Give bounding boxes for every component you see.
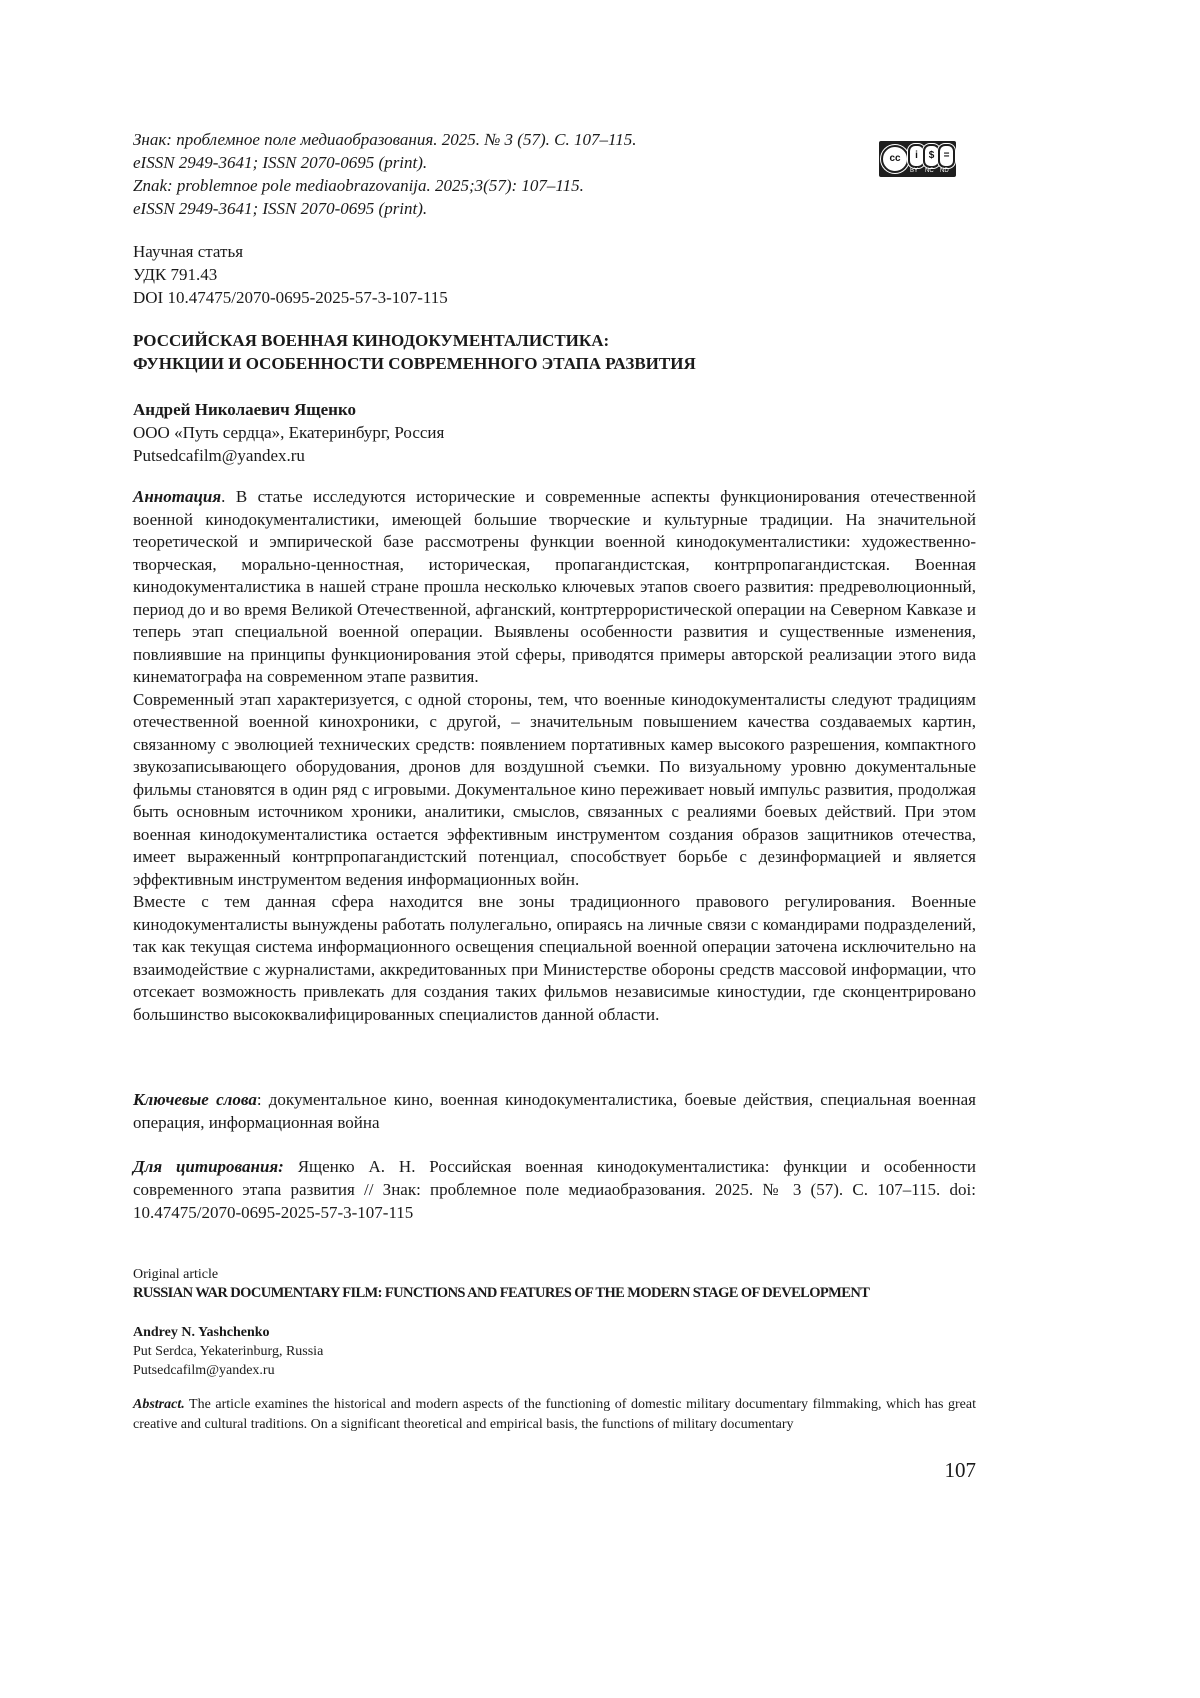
english-email: Putsedcafilm@yandex.ru — [133, 1363, 275, 1378]
english-title: RUSSIAN WAR DOCUMENTARY FILM: FUNCTIONS AND FEATURES OF THE MODERN STAGE OF DEVELOPMENT — [133, 1285, 870, 1301]
english-abstract — [133, 1395, 976, 1435]
annotation-paragraph: . В статье исследуются исторические и современные аспекты функционирования отечественной военной кинодокументалистики, имеющей большие творческие и культурные традиции. На значительной теоретической и эмпирической базе рассмотрены функции военной кинодокументалистики: художественно-творческая, морально-ценностная, историческая, пропагандистская, контрпропагандистская. Военная кинодокументалистика в нашей стране прошла несколько ключевых этапов своего развития: предреволюционный, период до и во время Великой Отечественной, афганский, контртеррористической операции на Северном Кавказе и теперь этап специальной военной операции. Выявлены особенности развития и существенные изменения, повлиявшие на принципы функционирования этой сферы, приводятся примеры авторской реализации этого вида кинематографа на современном этапе развития. — [133, 487, 976, 686]
journal-header — [133, 128, 636, 220]
license-label: ND — [940, 168, 949, 174]
citation-text: Ященко А. Н. Российская военная кинодокументалистика: функции и особенности современного этапа развития // Знак: проблемное поле медиаобразования. 2025. № 3 (57). С. 107–115. doi: 10.47475/2070-0695-2025-57-3-107-115 — [133, 1157, 976, 1222]
article-title — [133, 329, 696, 375]
keywords-text: : документальное кино, военная кинодокументалистика, боевые действия, специальная военная операция, информационная война — [133, 1090, 976, 1132]
doi: DOI 10.47475/2070-0695-2025-57-3-107-115 — [133, 288, 448, 307]
english-header — [133, 1265, 976, 1303]
english-affiliation: Put Serdca, Yekaterinburg, Russia — [133, 1344, 324, 1359]
annotation — [133, 486, 976, 1026]
author-block — [133, 398, 444, 467]
creative-commons-by-nc-nd-icon: cc i $ = BY NC ND — [879, 141, 956, 177]
license-label: BY — [910, 168, 919, 174]
citation-label: Для цитирования: — [133, 1157, 284, 1176]
keywords — [133, 1088, 976, 1134]
header-line: eISSN 2949-3641; ISSN 2070-0695 (print). — [133, 199, 428, 218]
annotation-paragraph: Вместе с тем данная сфера находится вне зоны традиционного правового регулирования. Военные кинодокументалисты вынуждены работать полулегально, опираясь на личные связи с командирами подразделений, так как текущая система информационного освещения специальной военной операции заточена исключительно на взаимодействие с журналистами, аккредитованных при Министерстве обороны средств массовой информации, что отсекает возможность привлекать для создания таких фильмов независимые киностудии, где сконцентрировано большинство высококвалифицированных специалистов данной области. — [133, 892, 976, 1024]
header-line: Знак: проблемное поле медиаобразования. 2025. № 3 (57). С. 107–115. — [133, 130, 637, 149]
english-author-block — [133, 1323, 323, 1380]
english-article-type: Original article — [133, 1267, 219, 1282]
annotation-paragraph: Современный этап характеризуется, с одной стороны, тем, что военные кинодокументалисты следуют традициям отечественной военной кинохроники, с другой, – значительным повышением качества создаваемых картин, связанному с эволюцией технических средств: появлением портативных камер высокого разрешения, компактного звукозаписывающего оборудования, дронов для воздушной съемки. По визуальному уровню документальные фильмы становятся в один ряд с игровыми. Документальное кино переживает новый импульс развития, продолжая быть основным источником хроники, аналитики, смыслов, связанных с реалиями боевых действий. При этом военная кинодокументалистика остается эффективным инструментом создания образов защитников отечества, имеет выраженный контрпропагандистский потенциал, способствует борьбе с дезинформацией и является эффективным инструментом ведения информационных войн. — [133, 689, 976, 889]
header-line: eISSN 2949-3641; ISSN 2070-0695 (print). — [133, 153, 428, 172]
annotation-label: Аннотация — [133, 487, 222, 506]
author-affiliation: ООО «Путь сердца», Екатеринбург, Россия — [133, 423, 445, 442]
keywords-label: Ключевые слова — [133, 1090, 257, 1109]
udc: УДК 791.43 — [133, 265, 218, 284]
article-meta — [133, 240, 448, 309]
title-line: ФУНКЦИИ И ОСОБЕННОСТИ СОВРЕМЕННОГО ЭТАПА РАЗВИТИЯ — [133, 354, 696, 373]
citation — [133, 1155, 976, 1224]
english-author-name: Andrey N. Yashchenko — [133, 1325, 270, 1340]
header-line: Znak: problemnoe pole mediaobrazovanija. 2025;3(57): 107–115. — [133, 176, 584, 195]
article-type: Научная статья — [133, 242, 244, 261]
author-email: Putsedcafilm@yandex.ru — [133, 446, 305, 465]
title-line: РОССИЙСКАЯ ВОЕННАЯ КИНОДОКУМЕНТАЛИСТИКА: — [133, 331, 610, 350]
page-number: 107 — [944, 1458, 976, 1482]
author-name: Андрей Николаевич Ященко — [133, 400, 357, 419]
abstract-text: The article examines the historical and modern aspects of the functioning of domestic military documentary filmmaking, which has great creative and cultural traditions. On a significant theoretical and empirical basis, the functions of military documentary — [133, 1397, 976, 1432]
license-label: NC — [925, 168, 934, 174]
abstract-label: Abstract. — [133, 1397, 185, 1412]
